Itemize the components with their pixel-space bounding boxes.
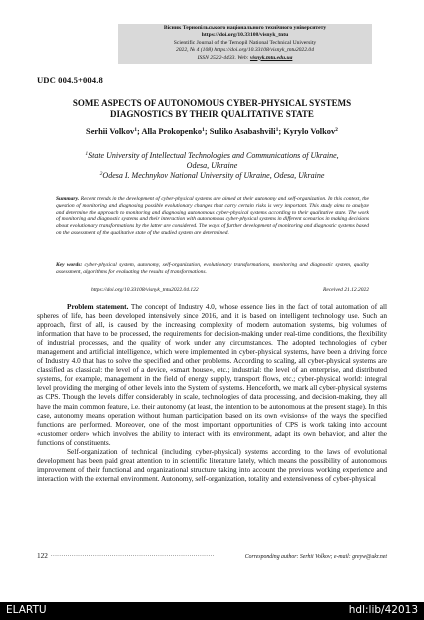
keywords-text: cyber-physical system, autonomy, self-organization, evolutionary transformations, monitoring and diagnostic system, quality assessment, algorithms for evaluating the results of transformations. (56, 262, 369, 275)
journal-header-box (118, 24, 372, 64)
author-separator: ; (137, 127, 142, 136)
paragraph (37, 302, 387, 447)
journal-name-english: Scientific Journal of the Ternopil National Technical University (173, 39, 317, 46)
author-list (40, 127, 384, 137)
issue-doi[interactable]: 2022, № 4 (108) https://doi.org/10.33108/visnyk_tntu2022.04 (175, 47, 315, 54)
affiliation-2 (40, 171, 384, 181)
title-line-1: SOME ASPECTS OF AUTONOMOUS CYBER-PHYSICAL SYSTEMS (72, 98, 352, 108)
paragraph (37, 447, 387, 483)
author-separator: ; (278, 127, 284, 136)
affil-sup: 1 (85, 151, 89, 157)
journal-name-ukrainian: Вісник Тернопільського національного технічного університету (163, 25, 327, 31)
received-date: Received 21.12.2022 (323, 287, 369, 293)
article-doi[interactable]: https://doi.org/10.33108/visnyk_tntu2022.04.122 (91, 287, 199, 293)
author-name: Suliko Asabashvili (209, 127, 276, 136)
affiliation-1-line-2: Odesa, Ukraine (186, 161, 238, 170)
affiliation-2-text: Odesa I. Mechnykov National University of Ukraine, Odesa, Ukraine (102, 171, 325, 180)
paragraph-2-text: Self-organization of technical (including cyber-physical) systems according to the laws of evolutional development has been paid great attention to in scientific literature lately, which means the possibility of autonomous improvement of their functional and organizational structure taking into account the previous working experience and interaction with the external environment. Autonomy, self-organization, totality and extensiveness of cyber-physical (37, 446, 387, 483)
title-line-2: DIAGNOSTICS BY THEIR QUALITATIVE STATE (110, 109, 314, 119)
paragraph-1-text: The concept of Industry 4.0, whose essence lies in the fact of total automation of all spheres of life, has been developed intensively since 2016, and it is based on intelligent technology use. Such an approach, first of all, is caused by the increasing complexity of modern automation systems, big volumes of information that have to be processed, the requirements for decision-making under real-time conditions, the flexibility of industrial processes, and the quality of work under any circumstances. The adopted technologies of cyber management and artificial intelligence, which were implemented in cyber-physical systems, have been a driving force of Industry 4.0 that has to solve the specified and other problems. According to scaling, all cyber-physical systems are classified as classical: the level of a device, «smart house», etc.; industrial: the level of an enterprise, and distributed systems, for example, management in the field of energy supply, transport flows, etc.; cyber-physical world: integral level providing the merging of other levels into the System of systems. Henceforth, we mark all cyber-physical systems as CPS. Though the levels differ considerably in scale, technologies of data processing, and decision-making, they all have the main common feature, i.e. their autonomy (at least, the intention to be autonomous at the present stage). In this case, autonomy means operation without human participation based on its own «visions» of the ways the specified functions are performed. Moreover, one of the most important opportunities of CPS is work taking into account «customer order» which involves the ability to interact with its environment, adapt its own behavior, and alter the functions of constituents. (37, 302, 388, 447)
author-name: Serhii Volkov (86, 127, 135, 136)
paper-title (40, 98, 384, 120)
corresponding-author: Corresponding author: Serhii Volkov; e-mail: greyw@ukr.net (244, 554, 387, 560)
author-affil-sup: 1 (275, 127, 279, 133)
repository-name: ELARTU (6, 604, 47, 616)
journal-website-link[interactable]: visnyk.tntu.edu.ua (249, 54, 293, 61)
author-affil-sup: 1 (134, 127, 138, 133)
udc-code: UDC 004.5+004.8 (37, 75, 103, 85)
abstract-label: Summary. (56, 196, 80, 202)
journal-doi[interactable]: https://doi.org/10.33108/visnyk_tntu (201, 32, 289, 39)
author-name: Alla Prokopenko (141, 127, 203, 136)
affil-sup: 2 (99, 171, 103, 177)
body-text (37, 302, 387, 483)
author-affil-sup: 1 (202, 127, 205, 133)
problem-statement-label: Problem statement. (67, 302, 129, 311)
repository-bar (0, 602, 424, 620)
handle-id[interactable]: hdl:lib/42013 (348, 604, 418, 616)
affiliations (40, 151, 384, 181)
affiliation-1 (40, 151, 384, 161)
author-separator: ; (204, 127, 210, 136)
affiliation-1-line-1: State University of Intellectual Technologies and Communications of Ukraine, (88, 151, 339, 160)
keywords-label: Key words: (56, 262, 83, 268)
author-affil-sup: 2 (335, 127, 338, 133)
abstract-text: Recent trends in the development of cyber-physical systems are aimed at their autonomy and self-organization. In this context, the question of monitoring and diagnosing possible evolutionary changes that carry certain risks is very important. This study aims to analyze and determine the approach to monitoring and diagnosing autonomous cyber-physical systems according to their qualitative state. The work of monitoring and diagnostic systems and their interaction with autonomous cyber-physical systems in different scenarios in making decisions about evolutionary transformations by the latter are considered. The ways of further development of monitoring and diagnostic systems based on the assessment of the qualitative state of the studied system are determined. (56, 196, 370, 236)
issn-text: ISSN 2522-4433. Web: (197, 54, 250, 61)
issn-web-line (118, 55, 372, 62)
page-number: 122 (37, 551, 48, 560)
abstract (56, 196, 369, 237)
footer-dot-leader: .............................................................................. (51, 552, 215, 558)
author-name: Kyrylo Volkov (283, 127, 336, 136)
keywords (56, 262, 369, 276)
